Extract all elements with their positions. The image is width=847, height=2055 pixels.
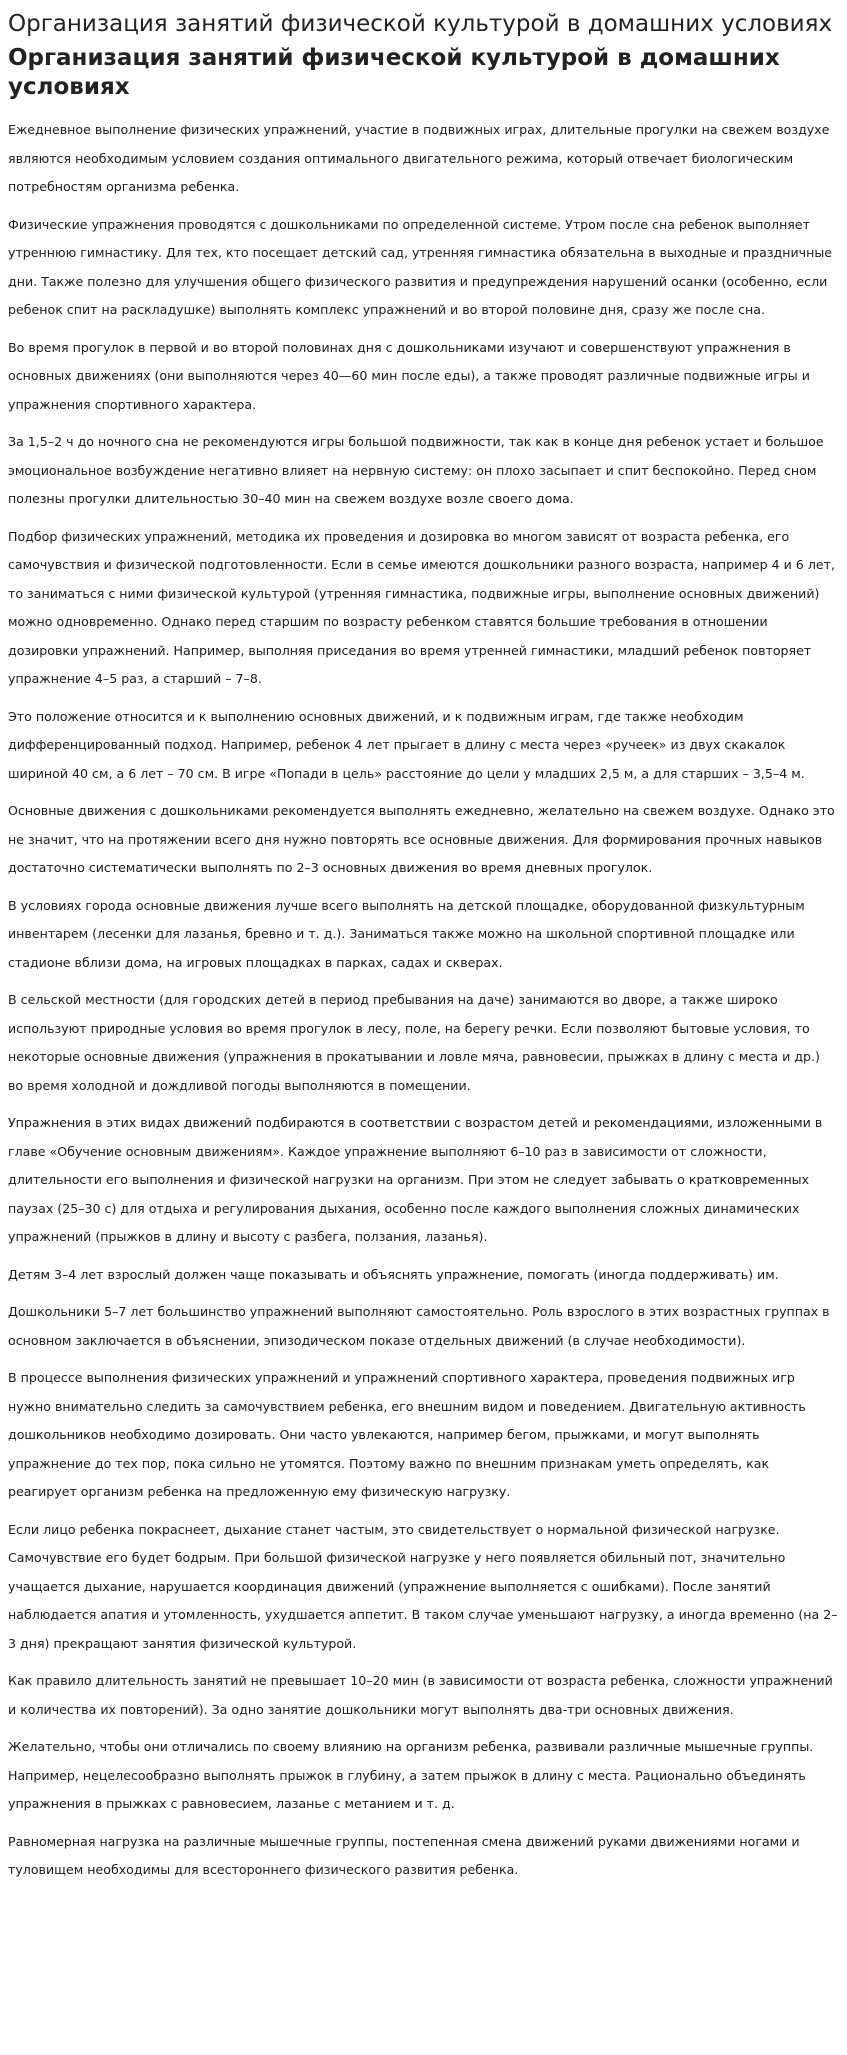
paragraph: Желательно, чтобы они отличались по своему влиянию на организм ребенка, развивали различные мышечные группы. Например, нецелесообразно выполнять прыжок в глубину, а затем прыжок в длину с места. Рационально объединять упражнения в прыжках с равновесием, лазанье с метанием и т. д. [8,1739,814,1811]
paragraph: Физические упражнения проводятся с дошкольниками по определенной системе. Утром после сна ребенок выполняет утреннюю гимнастику. Для тех, кто посещает детский сад, утренняя гимнастика обязательна в выходные и праздничные дни. Также полезно для улучшения общего физического развития и предупреждения нарушений осанки (особенно, если ребенок спит на раскладушке) выполнять комплекс упражнений и во второй половине дня, сразу же после сна. [8,216,833,317]
paragraph: Во время прогулок в первой и во второй половинах дня с дошкольниками изучают и совершенствуют упражнения в основных движениях (они выполняются через 40—60 мин после еды), а также проводят различные подвижные игры и упражнения спортивного характера. [8,339,810,412]
document-title: Организация занятий физической культурой в домашних условиях [8,11,833,37]
paragraph: В сельской местности (для городских детей в период пребывания на даче) занимаются во дворе, а также широко используют природные условия во время прогулок в лесу, поле, на берегу речки. Если позволяют бытовые условия, то некоторые основные движения (упражнения в прокатывании и ловле мяча, равновесии, прыжках в длину с места и др.) во время холодной и дождливой погоды выполняются в помещении. [8,992,820,1093]
paragraph: Как правило длительность занятий не превышает 10–20 мин (в зависимости от возраста ребенка, сложности упражнений и количества их повторений). За одно занятие дошкольники могут выполнять два-три основных движения. [8,1673,833,1717]
paragraph: В условиях города основные движения лучше всего выполнять на детской площадке, оборудованной физкультурным инвентарем (лесенки для лазанья, бревно и т. д.). Заниматься также можно на школьной спортивной площадке или стадионе вблизи дома, на игровых площадках в парках, садах и скверах. [8,897,805,970]
paragraph: Равномерная нагрузка на различные мышечные группы, постепенная смена движений руками движениями ногами и туловищем необходимы для всестороннего физического развития ребенка. [8,1833,800,1877]
paragraph: За 1,5–2 ч до ночного сна не рекомендуются игры большой подвижности, так как в конце дня ребенок устает и большое эмоциональное возбуждение негативно влияет на нервную систему: он плохо засыпает и спит беспокойно. Перед сном полезны прогулки длительностью 30–40 мин на свежем воздухе возле своего дома. [8,434,824,506]
paragraph: Это положение относится и к выполнению основных движений, и к подвижным играм, где также необходим дифференцированный подход. Например, ребенок 4 лет прыгает в длину с места через «ручеек» из двух скакалок шириной 40 см, а 6 лет – 70 см. В игре «Попади в цель» расстояние до цели у младших 2,5 м, а для старших – 3,5–4 м. [8,708,805,781]
paragraph: Детям 3–4 лет взрослый должен чаще показывать и объяснять упражнение, помогать (иногда поддерживать) им. [8,1266,779,1282]
paragraph: Основные движения с дошкольниками рекомендуется выполнять ежедневно, желательно на свежем воздухе. Однако это не значит, что на протяжении всего дня нужно повторять все основные движения. Для формирования прочных навыков достаточно систематически выполнять по 2–3 основных движения во время дневных прогулок. [8,803,835,875]
paragraph: Дошкольники 5–7 лет большинство упражнений выполняют самостоятельно. Роль взрослого в этих возрастных группах в основном заключается в объяснении, эпизодическом показе отдельных движений (в случае необходимости). [8,1304,830,1348]
paragraph: Если лицо ребенка покраснеет, дыхание станет частым, это свидетельствует о нормальной физической нагрузке. Самочувствие его будет бодрым. При большой физической нагрузке у него появляется обильный пот, значительно учащается дыхание, нарушается координация движений (упражнение выполняется с ошибками). После занятий наблюдается апатия и утомленность, ухудшается аппетит. В таком случае уменьшают нагрузку, а иногда временно (на 2–3 дня) прекращают занятия физической культурой. [8,1521,838,1651]
paragraph: Ежедневное выполнение физических упражнений, участие в подвижных играх, длительные прогулки на свежем воздухе являются необходимым условием создания оптимального двигательного режима, который отвечает биологическим потребностям организма ребенка. [8,122,830,194]
paragraph: Упражнения в этих видах движений подбираются в соответствии с возрастом детей и рекомендациями, изложенными в главе «Обучение основным движениям». Каждое упражнение выполняют 6–10 раз в зависимости от сложности, длительности его выполнения и физической нагрузки на организм. При этом не следует забывать о кратковременных паузах (25–30 с) для отдыха и регулирования дыхания, особенно после каждого выполнения сложных динамических упражнений (прыжков в длину и высоту с разбега, ползания, лазанья). [8,1115,823,1244]
paragraph: Подбор физических упражнений, методика их проведения и дозировка во многом зависят от возраста ребенка, его самочувствия и физической подготовленности. Если в семье имеются дошкольники разного возраста, например 4 и 6 лет, то заниматься с ними физической культурой (утренняя гимнастика, подвижные игры, выполнение основных движений) можно одновременно. Однако перед старшим по возрасту ребенком ставятся большие требования в отношении дозировки упражнений. Например, выполняя приседания во время утренней гимнастики, младший ребенок повторяет упражнение 4–5 раз, а старший – 7–8. [8,528,835,686]
article-heading: Организация занятий физической культурой в домашних условиях [8,45,780,100]
paragraph: В процессе выполнения физических упражнений и упражнений спортивного характера, проведения подвижных игр нужно внимательно следить за самочувствием ребенка, его внешним видом и поведением. Двигательную активность дошкольников необходимо дозировать. Они часто увлекаются, например бегом, прыжками, и могут выполнять упражнение до тех пор, пока сильно не утомятся. Поэтому важно по внешним признакам уметь определять, как реагирует организм ребенка на предложенную ему физическую нагрузку. [8,1370,806,1499]
